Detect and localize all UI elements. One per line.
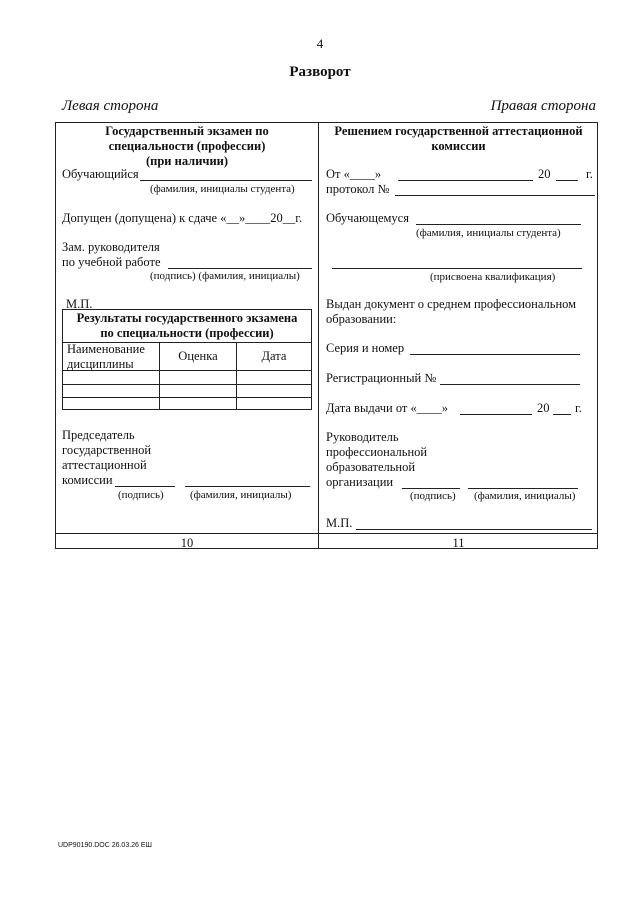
right-stamp: М.П.: [326, 516, 353, 530]
deputy-line1: Зам. руководителя: [62, 240, 160, 254]
registration-label: Регистрационный №: [326, 371, 437, 385]
head-line1: Руководитель: [326, 430, 399, 444]
from-date-line[interactable]: [398, 168, 533, 181]
student-hint: (фамилия, инициалы студента): [150, 183, 295, 195]
col-grade: Оценка: [178, 349, 218, 363]
left-header-line3: (при наличии): [145, 154, 229, 168]
footer-doc-code: UDP90190.DOC 26.03.26 ЕШ: [58, 842, 152, 849]
chair-hint-name: (фамилия, инициалы): [190, 489, 292, 501]
chair-name-line[interactable]: [185, 474, 310, 487]
table-line: [63, 397, 311, 398]
from-label: От «____»: [326, 167, 382, 181]
right-stamp-line: [356, 517, 592, 530]
right-side-label: Правая сторона: [490, 98, 596, 114]
head-name-line[interactable]: [468, 476, 578, 489]
right-header-line2: комиссии: [431, 139, 486, 153]
center-divider: [318, 122, 319, 549]
chair-line3: аттестационной: [62, 458, 147, 472]
right-student-line[interactable]: [416, 212, 581, 225]
student-name-line[interactable]: [140, 168, 312, 181]
issue-year: 20: [537, 401, 550, 415]
results-title-line1: Результаты государственного экзамена: [76, 311, 298, 325]
chair-signature-line[interactable]: [115, 474, 175, 487]
left-header-line1: Государственный экзамен по: [105, 124, 269, 138]
results-title-line2: по специальности (профессии): [100, 326, 274, 340]
head-line3: образовательной: [326, 460, 416, 474]
head-signature-line[interactable]: [402, 476, 460, 489]
left-stamp: М.П.: [66, 297, 93, 311]
table-line: [63, 384, 311, 385]
footer-divider: [55, 533, 598, 534]
issue-date-label: Дата выдачи от «____»: [326, 401, 449, 415]
col-date: Дата: [261, 349, 287, 363]
deputy-hint: (подпись) (фамилия, инициалы): [150, 270, 300, 282]
head-hint-sign: (подпись): [410, 490, 456, 502]
series-line[interactable]: [410, 342, 580, 355]
issued-line1: Выдан документ о среднем профессиональном: [326, 297, 577, 311]
qualification-hint: (присвоена квалификация): [430, 271, 556, 283]
series-label: Серия и номер: [326, 341, 405, 355]
right-student-label: Обучающемуся: [326, 211, 409, 225]
head-line2: профессиональной: [326, 445, 428, 459]
left-header-line2: специальности (профессии): [108, 139, 266, 153]
issue-g: г.: [575, 401, 582, 415]
col-discipline: Наименование дисциплины: [67, 342, 145, 371]
page-title: Разворот: [289, 64, 351, 80]
results-table: [62, 309, 312, 410]
from-year: 20: [538, 167, 551, 181]
left-side-label: Левая сторона: [62, 98, 159, 114]
head-hint-name: (фамилия, инициалы): [474, 490, 576, 502]
right-header-line1: Решением государственной аттестационной: [334, 124, 583, 138]
deputy-line2: по учебной работе: [62, 255, 161, 269]
right-page-number: 11: [452, 536, 465, 550]
issued-line2: образовании:: [326, 312, 397, 326]
page-number: 4: [316, 36, 324, 51]
issue-year-line[interactable]: [553, 402, 571, 415]
left-page-number: 10: [180, 536, 194, 550]
from-g: г.: [586, 167, 593, 181]
deputy-signature-line[interactable]: [168, 256, 312, 269]
chair-line4: комиссии: [62, 473, 113, 487]
head-line4: организации: [326, 475, 394, 489]
right-student-hint: (фамилия, инициалы студента): [416, 227, 561, 239]
chair-line1: Председатель: [62, 428, 135, 442]
chair-hint-sign: (подпись): [118, 489, 164, 501]
issue-date-line[interactable]: [460, 402, 532, 415]
qualification-line[interactable]: [332, 256, 582, 269]
registration-line[interactable]: [440, 372, 580, 385]
chair-line2: государственной: [62, 443, 152, 457]
protocol-label: протокол №: [326, 182, 390, 196]
protocol-number-line[interactable]: [395, 183, 595, 196]
from-year-line[interactable]: [556, 168, 578, 181]
student-label: Обучающийся: [62, 167, 139, 181]
admitted-line: Допущен (допущена) к сдаче «__»____20__г.: [62, 211, 303, 225]
